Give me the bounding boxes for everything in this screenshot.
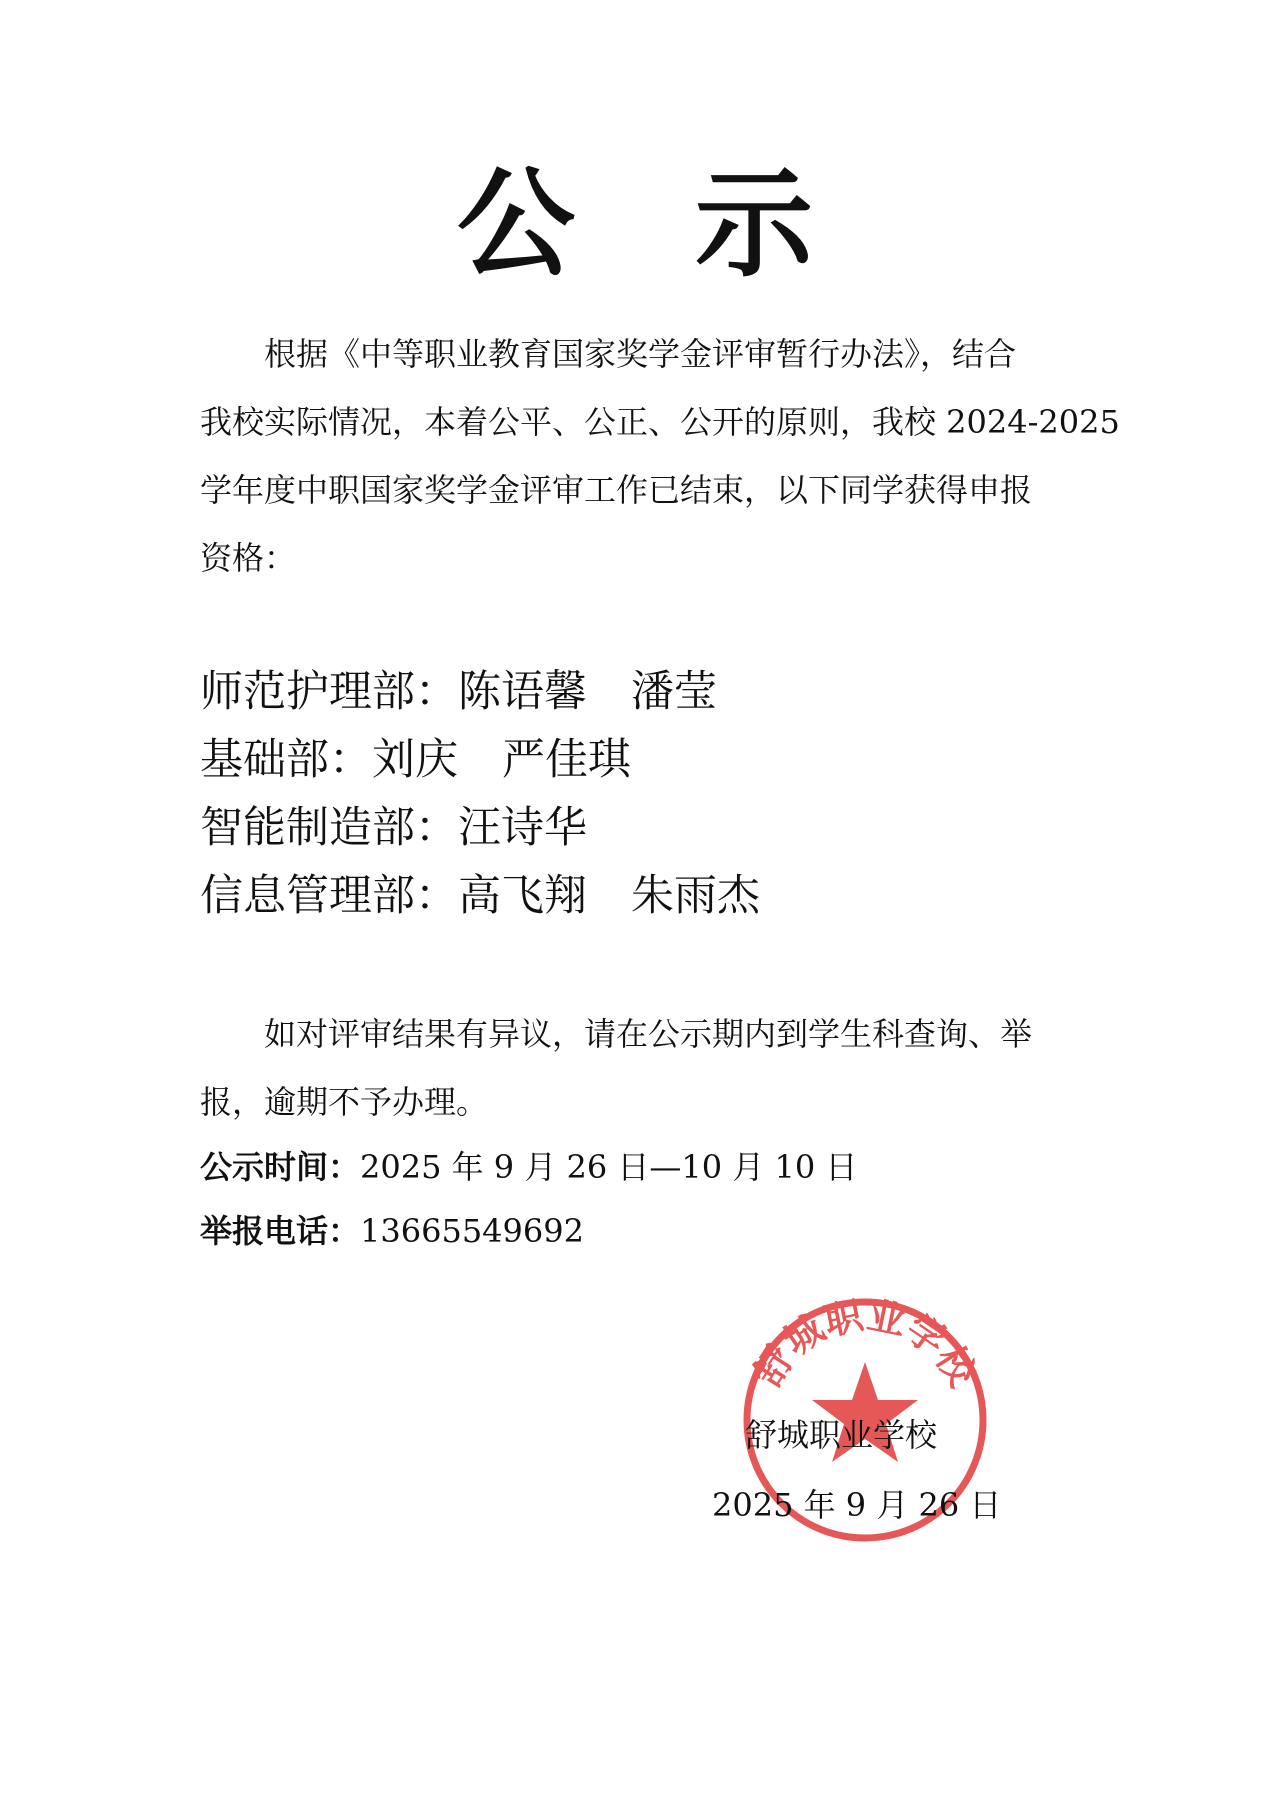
student-name: 潘莹: [631, 667, 717, 717]
student-name: 朱雨杰: [631, 871, 760, 921]
dept-label: 智能制造部：: [200, 803, 458, 853]
report-value: 13665549692: [360, 1212, 584, 1250]
notice-line: 如对评审结果有异议，请在公示期内到学生科查询、举: [264, 1015, 1033, 1053]
winner-row: [200, 726, 1100, 794]
publicity-label: 公示时间：: [200, 1148, 361, 1186]
report-phone: [200, 1206, 584, 1252]
dept-label: 信息管理部：: [200, 871, 458, 921]
notice-line: 报，逾期不予办理。: [200, 1083, 489, 1121]
school-name: 舒城职业学校: [745, 1416, 938, 1454]
winner-row: [200, 794, 1100, 862]
seal-text: 舒城职业学校: [745, 1293, 985, 1394]
publicity-period: [200, 1142, 857, 1188]
intro-line: 我校实际情况，本着公平、公正、公开的原则，我校 2024-2025: [200, 403, 1120, 441]
page-title: [0, 155, 1280, 293]
winner-row: [200, 658, 1100, 726]
dept-label: 基础部：: [200, 735, 372, 785]
student-name: 刘庆: [372, 735, 458, 785]
notice-paragraph: [200, 1000, 1090, 1136]
intro-line: 资格：: [200, 539, 297, 577]
publicity-value: 2025 年 9 月 26 日—10 月 10 日: [360, 1148, 858, 1186]
dept-label: 师范护理部：: [200, 667, 458, 717]
report-label: 举报电话：: [200, 1212, 361, 1250]
student-name: 严佳琪: [502, 735, 631, 785]
intro-line: 学年度中职国家奖学金评审工作已结束，以下同学获得申报: [200, 471, 1033, 509]
signature-date: 2025 年 9 月 26 日: [712, 1486, 1002, 1524]
title-char-1: 公: [456, 155, 585, 293]
student-name: 陈语馨: [458, 667, 587, 717]
student-name: 汪诗华: [458, 803, 587, 853]
intro-paragraph: [200, 320, 1120, 592]
intro-line: 根据《中等职业教育国家奖学金评审暂行办法》，结合: [264, 335, 1017, 373]
winner-row: [200, 862, 1100, 930]
winners-list: [200, 658, 1100, 930]
title-char-2: 示: [695, 155, 824, 293]
student-name: 高飞翔: [458, 871, 587, 921]
